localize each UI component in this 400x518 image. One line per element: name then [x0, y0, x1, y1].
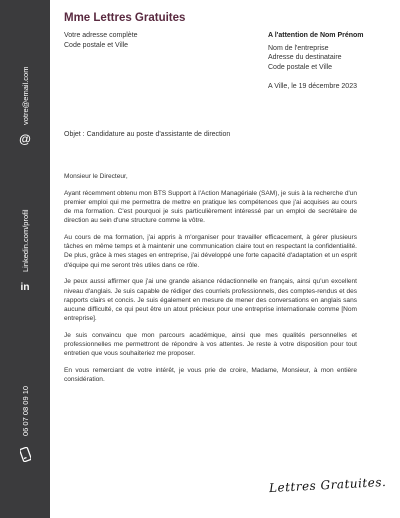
letter-object: Objet : Candidature au poste d'assistante de direction	[64, 131, 231, 138]
recipient-company: Nom de l'entreprise	[268, 44, 329, 52]
sender-address-block	[64, 31, 138, 50]
letter-page	[64, 0, 390, 518]
linkedin-icon: in	[20, 282, 30, 293]
recipient-block	[268, 31, 364, 72]
at-icon: @	[19, 132, 31, 146]
paragraph-3: Je peux aussi affirmer que j'ai une grande aisance rédactionnelle en français, ainsi qu'un excellent niveau d'anglais. Je suis capable de rédiger des courriels professionnels, des comptes-rendus et des rapports clairs et concis. Je suis également en mesure de mener des conversations en anglais sans aucune difficulté, ce qui peut être un atout précieux pour une entreprise internationale comme [Nom entreprise].	[64, 278, 357, 323]
paragraph-1: Ayant récemment obtenu mon BTS Support à l'Action Managériale (SAM), je suis à la recherche d'un premier emploi qui me permettra de mettre en pratique les compétences que j'ai acquises au cours de ma formation. C'est pourquoi je suis particulièrement intéressé par un emploi de secrétaire de direction au sein d'une structure comme la vôtre.	[64, 189, 357, 225]
recipient-postal: Code postale et Ville	[268, 63, 333, 71]
signature: Lettres Gratuites.	[268, 474, 387, 496]
sidebar-email: votre@email.com	[21, 66, 30, 125]
sidebar-linkedin: Linkedin.com/profil	[21, 209, 30, 272]
sender-postal: Code postale et Ville	[64, 41, 129, 49]
phone-icon	[17, 447, 33, 467]
recipient-address: Adresse du destinataire	[268, 54, 342, 61]
sender-name: Mme Lettres Gratuites	[64, 12, 186, 24]
paragraph-4: Je suis convaincu que mon parcours académique, ainsi que mes qualités personnelles et professionnelles me permettront de répondre à vos attentes. Je reste à votre disposition pour tout entretien que vous souhaiteriez me proposer.	[64, 331, 357, 358]
letter-date: A Ville, le 19 décembre 2023	[268, 83, 357, 90]
paragraph-5: En vous remerciant de votre intérêt, je vous prie de croire, Madame, Monsieur, à mon entière considération.	[64, 366, 357, 384]
salutation: Monsieur le Directeur,	[64, 173, 128, 180]
paragraph-2: Au cours de ma formation, j'ai appris à m'organiser pour travailler efficacement, à gérer plusieurs tâches en même temps et à maintenir une communication claire tout en respectant la confidentialité. De plus, grâce à mes stages en entreprise, j'ai développé une forte capacité d'adaptation et un esprit d'équipe qui me seront très utiles dans ce rôle.	[64, 234, 357, 269]
sidebar	[0, 0, 50, 518]
sender-address: Votre adresse complète	[64, 32, 138, 39]
letter-body	[64, 172, 357, 392]
recipient-attention: A l'attention de Nom Prénom	[268, 32, 364, 39]
sidebar-phone: 06 07 08 09 10	[21, 385, 30, 436]
